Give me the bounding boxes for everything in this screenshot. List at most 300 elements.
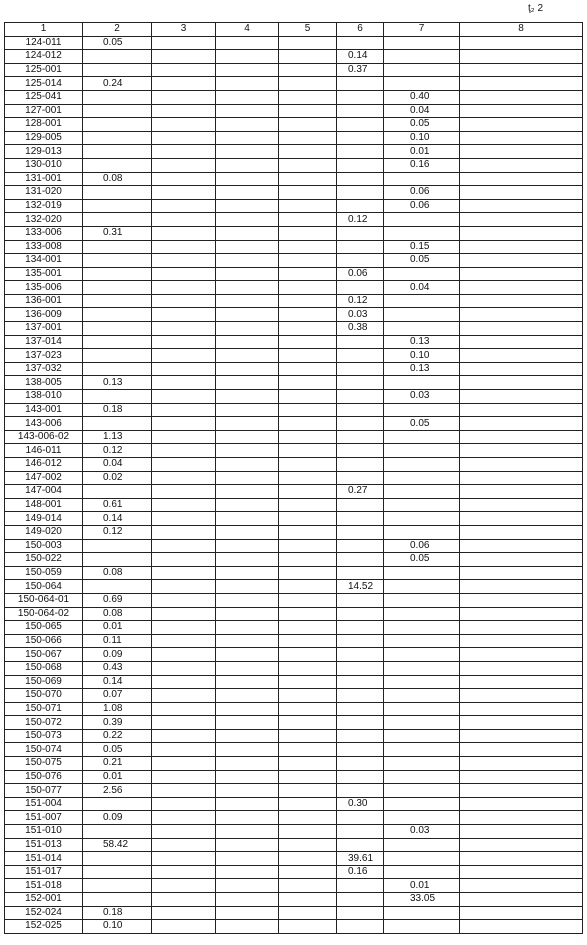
value-cell-col-7: [384, 566, 460, 580]
value-cell-col-3: [152, 689, 216, 703]
value-cell-col-6: [337, 743, 384, 757]
value-cell-col-3: [152, 172, 216, 186]
value-cell-col-6: [337, 770, 384, 784]
row-id-cell: 143-006-02: [5, 430, 83, 444]
value-cell-col-3: [152, 199, 216, 213]
value-cell-col-3: [152, 376, 216, 390]
header-row: [5, 23, 583, 37]
column-header-2: 2: [83, 23, 152, 37]
value-cell-col-7: 0.05: [384, 254, 460, 268]
value-cell-col-5: [279, 757, 337, 771]
value-cell-col-7: [384, 920, 460, 934]
table-row: [5, 797, 583, 811]
table-row: [5, 417, 583, 431]
value-cell-col-2: 0.69: [83, 593, 152, 607]
value-cell-col-2: [83, 63, 152, 77]
value-cell-col-5: [279, 362, 337, 376]
table-row: [5, 267, 583, 281]
table-row: [5, 485, 583, 499]
value-cell-col-8: [460, 607, 583, 621]
value-cell-col-4: [216, 226, 279, 240]
value-cell-col-6: [337, 349, 384, 363]
value-cell-col-5: [279, 661, 337, 675]
table-row: [5, 77, 583, 91]
value-cell-col-6: 0.27: [337, 485, 384, 499]
value-cell-col-8: [460, 444, 583, 458]
value-cell-col-6: [337, 920, 384, 934]
value-cell-col-2: 0.08: [83, 607, 152, 621]
table-row: [5, 118, 583, 132]
value-cell-col-3: [152, 852, 216, 866]
row-id-cell: 133-006: [5, 226, 83, 240]
value-cell-col-8: [460, 50, 583, 64]
value-cell-col-5: [279, 825, 337, 839]
value-cell-col-5: [279, 145, 337, 159]
value-cell-col-3: [152, 104, 216, 118]
value-cell-col-6: [337, 403, 384, 417]
table-row: [5, 593, 583, 607]
row-id-cell: 146-011: [5, 444, 83, 458]
data-table: [4, 22, 583, 934]
row-id-cell: 128-001: [5, 118, 83, 132]
value-cell-col-6: [337, 498, 384, 512]
value-cell-col-2: [83, 893, 152, 907]
table-row: [5, 430, 583, 444]
value-cell-col-3: [152, 267, 216, 281]
value-cell-col-2: 1.08: [83, 702, 152, 716]
row-id-cell: 150-059: [5, 566, 83, 580]
value-cell-col-5: [279, 675, 337, 689]
value-cell-col-4: [216, 743, 279, 757]
value-cell-col-5: [279, 322, 337, 336]
row-id-cell: 151-017: [5, 865, 83, 879]
value-cell-col-8: [460, 906, 583, 920]
value-cell-col-4: [216, 417, 279, 431]
value-cell-col-8: [460, 689, 583, 703]
table-row: [5, 131, 583, 145]
value-cell-col-6: [337, 593, 384, 607]
value-cell-col-4: [216, 865, 279, 879]
value-cell-col-7: [384, 743, 460, 757]
value-cell-col-5: [279, 566, 337, 580]
value-cell-col-7: [384, 485, 460, 499]
value-cell-col-6: [337, 648, 384, 662]
value-cell-col-8: [460, 267, 583, 281]
row-id-cell: 127-001: [5, 104, 83, 118]
value-cell-col-3: [152, 322, 216, 336]
value-cell-col-6: [337, 458, 384, 472]
table-row: [5, 621, 583, 635]
table-row: [5, 145, 583, 159]
value-cell-col-6: [337, 716, 384, 730]
value-cell-col-4: [216, 716, 279, 730]
table-row: [5, 458, 583, 472]
value-cell-col-3: [152, 498, 216, 512]
value-cell-col-3: [152, 36, 216, 50]
table-row: [5, 865, 583, 879]
value-cell-col-2: 0.61: [83, 498, 152, 512]
value-cell-col-7: 0.01: [384, 879, 460, 893]
value-cell-col-7: [384, 512, 460, 526]
value-cell-col-2: [83, 254, 152, 268]
row-id-cell: 152-025: [5, 920, 83, 934]
value-cell-col-4: [216, 104, 279, 118]
value-cell-col-5: [279, 444, 337, 458]
value-cell-col-2: [83, 580, 152, 594]
value-cell-col-8: [460, 852, 583, 866]
value-cell-col-8: [460, 186, 583, 200]
row-id-cell: 150-068: [5, 661, 83, 675]
value-cell-col-2: 0.21: [83, 757, 152, 771]
value-cell-col-8: [460, 770, 583, 784]
value-cell-col-4: [216, 240, 279, 254]
table-row: [5, 63, 583, 77]
value-cell-col-7: [384, 784, 460, 798]
value-cell-col-2: 0.39: [83, 716, 152, 730]
value-cell-col-5: [279, 172, 337, 186]
value-cell-col-5: [279, 593, 337, 607]
value-cell-col-7: [384, 716, 460, 730]
row-id-cell: 137-001: [5, 322, 83, 336]
value-cell-col-7: [384, 906, 460, 920]
value-cell-col-7: 0.06: [384, 199, 460, 213]
value-cell-col-5: [279, 281, 337, 295]
value-cell-col-2: 0.04: [83, 458, 152, 472]
value-cell-col-6: [337, 131, 384, 145]
value-cell-col-6: [337, 158, 384, 172]
row-id-cell: 148-001: [5, 498, 83, 512]
value-cell-col-7: [384, 757, 460, 771]
value-cell-col-8: [460, 118, 583, 132]
value-cell-col-5: [279, 770, 337, 784]
value-cell-col-8: [460, 403, 583, 417]
row-id-cell: 150-071: [5, 702, 83, 716]
value-cell-col-6: [337, 444, 384, 458]
value-cell-col-5: [279, 104, 337, 118]
table-row: [5, 811, 583, 825]
value-cell-col-5: [279, 838, 337, 852]
column-header-8: 8: [460, 23, 583, 37]
value-cell-col-7: [384, 308, 460, 322]
value-cell-col-3: [152, 458, 216, 472]
value-cell-col-4: [216, 879, 279, 893]
value-cell-col-4: [216, 281, 279, 295]
value-cell-col-8: [460, 743, 583, 757]
value-cell-col-6: [337, 335, 384, 349]
value-cell-col-6: [337, 553, 384, 567]
value-cell-col-6: [337, 471, 384, 485]
value-cell-col-5: [279, 430, 337, 444]
value-cell-col-6: [337, 906, 384, 920]
row-id-cell: 133-008: [5, 240, 83, 254]
row-id-cell: 150-073: [5, 729, 83, 743]
row-id-cell: 151-007: [5, 811, 83, 825]
table-row: [5, 158, 583, 172]
value-cell-col-4: [216, 444, 279, 458]
value-cell-col-5: [279, 213, 337, 227]
value-cell-col-5: [279, 553, 337, 567]
value-cell-col-5: [279, 729, 337, 743]
value-cell-col-6: [337, 811, 384, 825]
value-cell-col-8: [460, 349, 583, 363]
value-cell-col-3: [152, 580, 216, 594]
value-cell-col-7: 0.40: [384, 90, 460, 104]
value-cell-col-2: [83, 417, 152, 431]
value-cell-col-5: [279, 865, 337, 879]
value-cell-col-7: [384, 267, 460, 281]
row-id-cell: 137-023: [5, 349, 83, 363]
value-cell-col-4: [216, 254, 279, 268]
column-header-7: 7: [384, 23, 460, 37]
row-id-cell: 150-074: [5, 743, 83, 757]
value-cell-col-4: [216, 797, 279, 811]
value-cell-col-2: 0.12: [83, 444, 152, 458]
row-id-cell: 135-006: [5, 281, 83, 295]
value-cell-col-8: [460, 879, 583, 893]
table-row: [5, 322, 583, 336]
value-cell-col-4: [216, 566, 279, 580]
value-cell-col-5: [279, 50, 337, 64]
value-cell-col-8: [460, 376, 583, 390]
value-cell-col-2: 0.11: [83, 634, 152, 648]
value-cell-col-3: [152, 729, 216, 743]
value-cell-col-3: [152, 471, 216, 485]
value-cell-col-6: [337, 838, 384, 852]
value-cell-col-2: 2.56: [83, 784, 152, 798]
value-cell-col-6: 0.06: [337, 267, 384, 281]
value-cell-col-3: [152, 186, 216, 200]
value-cell-col-5: [279, 376, 337, 390]
value-cell-col-8: [460, 580, 583, 594]
value-cell-col-5: [279, 158, 337, 172]
value-cell-col-4: [216, 90, 279, 104]
value-cell-col-3: [152, 145, 216, 159]
value-cell-col-7: [384, 77, 460, 91]
value-cell-col-7: [384, 322, 460, 336]
value-cell-col-4: [216, 158, 279, 172]
value-cell-col-8: [460, 648, 583, 662]
table-row: [5, 186, 583, 200]
value-cell-col-7: [384, 525, 460, 539]
value-cell-col-3: [152, 607, 216, 621]
value-cell-col-5: [279, 702, 337, 716]
table-row: [5, 90, 583, 104]
table-row: [5, 104, 583, 118]
value-cell-col-2: [83, 90, 152, 104]
value-cell-col-6: [337, 893, 384, 907]
value-cell-col-8: [460, 430, 583, 444]
value-cell-col-3: [152, 784, 216, 798]
row-id-cell: 130-010: [5, 158, 83, 172]
row-id-cell: 135-001: [5, 267, 83, 281]
row-id-cell: 150-069: [5, 675, 83, 689]
value-cell-col-8: [460, 36, 583, 50]
value-cell-col-6: 0.12: [337, 294, 384, 308]
value-cell-col-6: [337, 757, 384, 771]
value-cell-col-3: [152, 716, 216, 730]
value-cell-col-8: [460, 661, 583, 675]
value-cell-col-7: [384, 376, 460, 390]
value-cell-col-6: [337, 512, 384, 526]
row-id-cell: 150-064-02: [5, 607, 83, 621]
value-cell-col-8: [460, 485, 583, 499]
value-cell-col-5: [279, 648, 337, 662]
value-cell-col-4: [216, 593, 279, 607]
value-cell-col-5: [279, 797, 337, 811]
value-cell-col-4: [216, 145, 279, 159]
value-cell-col-3: [152, 757, 216, 771]
value-cell-col-3: [152, 770, 216, 784]
row-id-cell: 150-076: [5, 770, 83, 784]
value-cell-col-4: [216, 498, 279, 512]
value-cell-col-2: 0.07: [83, 689, 152, 703]
value-cell-col-2: 0.09: [83, 648, 152, 662]
value-cell-col-3: [152, 879, 216, 893]
row-id-cell: 147-004: [5, 485, 83, 499]
value-cell-col-3: [152, 838, 216, 852]
value-cell-col-8: [460, 362, 583, 376]
value-cell-col-2: [83, 362, 152, 376]
value-cell-col-7: [384, 621, 460, 635]
value-cell-col-5: [279, 349, 337, 363]
value-cell-col-7: [384, 865, 460, 879]
value-cell-col-5: [279, 743, 337, 757]
table-row: [5, 308, 583, 322]
value-cell-col-2: [83, 186, 152, 200]
row-id-cell: 137-014: [5, 335, 83, 349]
value-cell-col-2: [83, 865, 152, 879]
row-id-cell: 150-064-01: [5, 593, 83, 607]
value-cell-col-5: [279, 36, 337, 50]
value-cell-col-7: [384, 702, 460, 716]
value-cell-col-7: [384, 675, 460, 689]
value-cell-col-2: 0.14: [83, 675, 152, 689]
value-cell-col-4: [216, 825, 279, 839]
value-cell-col-6: [337, 186, 384, 200]
table-row: [5, 702, 583, 716]
value-cell-col-4: [216, 172, 279, 186]
value-cell-col-8: [460, 199, 583, 213]
value-cell-col-4: [216, 539, 279, 553]
table-row: [5, 729, 583, 743]
value-cell-col-2: 0.18: [83, 906, 152, 920]
value-cell-col-2: 0.01: [83, 770, 152, 784]
row-id-cell: 132-019: [5, 199, 83, 213]
value-cell-col-2: 0.05: [83, 36, 152, 50]
value-cell-col-5: [279, 458, 337, 472]
column-header-3: 3: [152, 23, 216, 37]
table-row: [5, 879, 583, 893]
value-cell-col-7: 0.05: [384, 118, 460, 132]
value-cell-col-5: [279, 390, 337, 404]
row-id-cell: 150-065: [5, 621, 83, 635]
value-cell-col-6: [337, 675, 384, 689]
value-cell-col-4: [216, 634, 279, 648]
value-cell-col-5: [279, 811, 337, 825]
value-cell-col-7: 33.05: [384, 893, 460, 907]
value-cell-col-6: [337, 430, 384, 444]
value-cell-col-8: [460, 158, 583, 172]
value-cell-col-7: [384, 634, 460, 648]
value-cell-col-7: [384, 852, 460, 866]
table-row: [5, 349, 583, 363]
value-cell-col-5: [279, 512, 337, 526]
table-row: [5, 784, 583, 798]
value-cell-col-3: [152, 335, 216, 349]
value-cell-col-5: [279, 226, 337, 240]
value-cell-col-4: [216, 838, 279, 852]
value-cell-col-7: [384, 213, 460, 227]
value-cell-col-3: [152, 417, 216, 431]
table-row: [5, 525, 583, 539]
value-cell-col-2: [83, 50, 152, 64]
value-cell-col-4: [216, 784, 279, 798]
value-cell-col-5: [279, 580, 337, 594]
value-cell-col-3: [152, 77, 216, 91]
value-cell-col-2: 0.43: [83, 661, 152, 675]
value-cell-col-7: 0.05: [384, 553, 460, 567]
row-id-cell: 137-032: [5, 362, 83, 376]
row-id-cell: 150-066: [5, 634, 83, 648]
value-cell-col-2: [83, 485, 152, 499]
value-cell-col-7: 0.01: [384, 145, 460, 159]
value-cell-col-6: [337, 240, 384, 254]
value-cell-col-7: [384, 226, 460, 240]
value-cell-col-6: [337, 362, 384, 376]
value-cell-col-5: [279, 879, 337, 893]
value-cell-col-5: [279, 131, 337, 145]
value-cell-col-7: [384, 498, 460, 512]
value-cell-col-8: [460, 838, 583, 852]
value-cell-col-3: [152, 634, 216, 648]
value-cell-col-5: [279, 634, 337, 648]
table-row: [5, 906, 583, 920]
value-cell-col-3: [152, 362, 216, 376]
value-cell-col-8: [460, 77, 583, 91]
value-cell-col-7: 0.16: [384, 158, 460, 172]
table-row: [5, 757, 583, 771]
value-cell-col-6: [337, 825, 384, 839]
value-cell-col-2: 0.12: [83, 525, 152, 539]
value-cell-col-7: [384, 689, 460, 703]
value-cell-col-8: [460, 621, 583, 635]
value-cell-col-2: [83, 553, 152, 567]
value-cell-col-3: [152, 118, 216, 132]
value-cell-col-6: [337, 539, 384, 553]
value-cell-col-3: [152, 444, 216, 458]
value-cell-col-8: [460, 172, 583, 186]
value-cell-col-8: [460, 702, 583, 716]
row-id-cell: 136-001: [5, 294, 83, 308]
value-cell-col-4: [216, 689, 279, 703]
value-cell-col-6: [337, 104, 384, 118]
value-cell-col-7: [384, 403, 460, 417]
value-cell-col-7: [384, 471, 460, 485]
value-cell-col-3: [152, 349, 216, 363]
row-id-cell: 143-001: [5, 403, 83, 417]
value-cell-col-7: [384, 797, 460, 811]
value-cell-col-2: 0.22: [83, 729, 152, 743]
value-cell-col-4: [216, 811, 279, 825]
value-cell-col-2: [83, 131, 152, 145]
value-cell-col-7: [384, 172, 460, 186]
value-cell-col-3: [152, 512, 216, 526]
value-cell-col-2: [83, 118, 152, 132]
value-cell-col-6: [337, 634, 384, 648]
value-cell-col-2: [83, 825, 152, 839]
value-cell-col-3: [152, 63, 216, 77]
page-reference: ţ₂ 2: [528, 3, 543, 14]
